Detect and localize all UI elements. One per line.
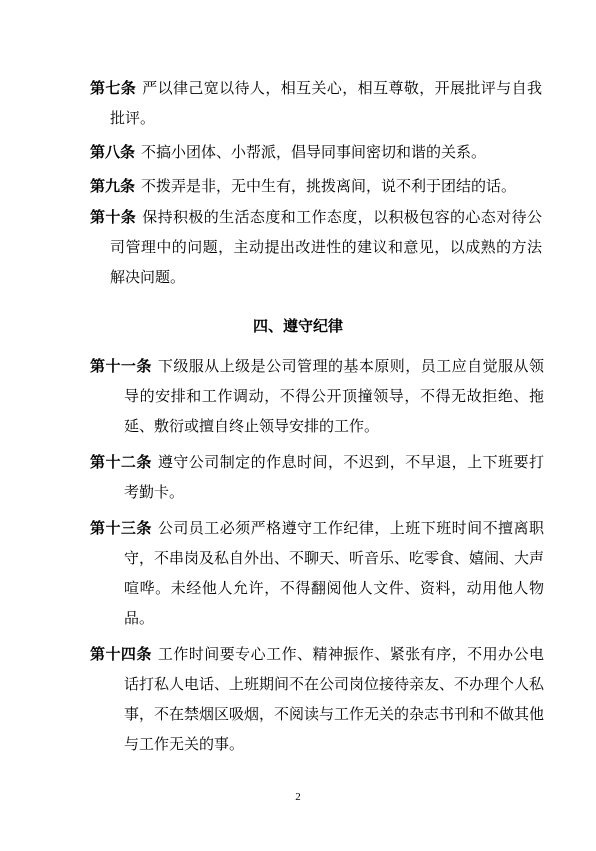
article-number: 第八条 bbox=[90, 143, 136, 161]
section-heading: 四、遵守纪律 bbox=[252, 317, 343, 335]
article-text: 公司员工必须严格遵守工作纪律，上班下班时间不擅离职守，不串岗及私自外出、不聊天、听音乐、吃零食、嬉闹、大声喧哗。未经他人允许，不得翻阅他人文件、资料，动用他人物品。 bbox=[124, 519, 545, 627]
article-number: 第十三条 bbox=[90, 519, 152, 537]
article-number: 第十一条 bbox=[90, 357, 152, 375]
article-text: 不搞小团体、小帮派，倡导同事间密切和谐的关系。 bbox=[141, 143, 487, 161]
article-14 bbox=[90, 639, 544, 759]
article-number: 第十条 bbox=[90, 208, 137, 226]
article-number: 第九条 bbox=[90, 177, 136, 195]
article-text: 下级服从上级是公司管理的基本原则，员工应自觉服从领导的安排和工作调动，不得公开顶撞领导，不得无故拒绝、拖延、敷衍或擅自终止领导安排的工作。 bbox=[124, 357, 544, 435]
article-12 bbox=[90, 447, 544, 507]
page-number: 2 bbox=[295, 791, 301, 803]
article-number: 第七条 bbox=[90, 79, 137, 97]
article-11 bbox=[90, 351, 544, 441]
article-number: 第十二条 bbox=[90, 453, 152, 471]
article-text: 保持积极的生活态度和工作态度，以积极包容的心态对待公司管理中的问题，主动提出改进性的建议和意见，以成熟的方法解决问题。 bbox=[110, 208, 542, 286]
article-13 bbox=[90, 513, 544, 633]
article-text: 不拨弄是非，无中生有，挑拨离间，说不利于团结的话。 bbox=[141, 177, 517, 195]
article-9 bbox=[90, 171, 542, 201]
article-text: 遵守公司制定的作息时间，不迟到，不早退，上下班要打考勤卡。 bbox=[124, 453, 544, 501]
article-number: 第十四条 bbox=[90, 645, 152, 663]
article-8 bbox=[90, 137, 542, 167]
article-10 bbox=[90, 202, 542, 292]
article-text: 严以律己宽以待人，相互关心，相互尊敬，开展批评与自我批评。 bbox=[110, 79, 542, 127]
article-7 bbox=[90, 73, 542, 133]
article-text: 工作时间要专心工作、精神振作、紧张有序，不用办公电话打私人电话、上班期间不在公司岗位接待亲友、不办理个人私事，不在禁烟区吸烟，不阅读与工作无关的杂志书刊和不做其他与工作无关的事。 bbox=[124, 645, 545, 753]
